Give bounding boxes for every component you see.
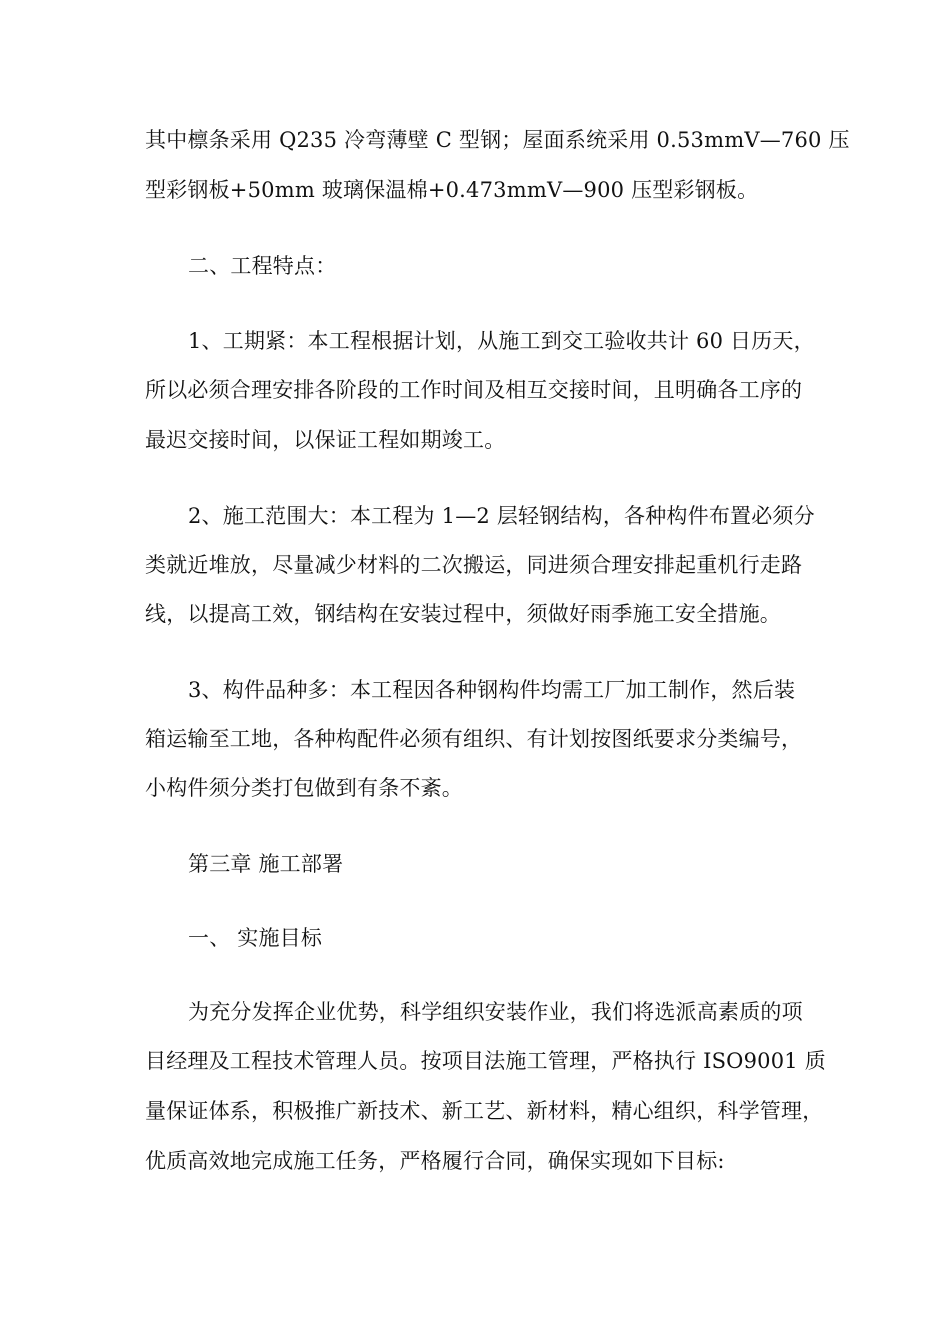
paragraph-line: 其中檩条采用 Q235 冷弯薄壁 C 型钢；屋面系统采用 0.53mmV—760 压 [145,128,850,152]
paragraph-line: 优质高效地完成施工任务，严格履行合同，确保实现如下目标: [145,1149,725,1173]
paragraph-line: 量保证体系，积极推广新技术、新工艺、新材料，精心组织，科学管理， [145,1099,824,1123]
section-heading: 二、工程特点： [188,254,337,278]
paragraph-line: 目经理及工程技术管理人员。按项目法施工管理，严格执行 ISO9001 质 [145,1049,826,1073]
section-title: 一、 实施目标 [188,926,323,950]
paragraph-line: 类就近堆放，尽量减少材料的二次搬运，同进须合理安排起重机行走路 [145,553,803,577]
paragraph-line: 1、工期紧：本工程根据计划，从施工到交工验收共计 60 日历天， [188,329,815,353]
paragraph-line: 3、构件品种多：本工程因各种钢构件均需工厂加工制作，然后装 [188,678,796,702]
paragraph-line: 小构件须分类打包做到有条不紊。 [145,776,463,800]
paragraph-line: 为充分发挥企业优势，科学组织安装作业，我们将选派高素质的项 [188,1000,803,1024]
paragraph-line: 型彩钢板+50mm 玻璃保温棉+0.473mmV—900 压型彩钢板。 [145,178,759,202]
paragraph-line: 箱运输至工地，各种构配件必须有组织、有计划按图纸要求分类编号， [145,727,803,751]
paragraph-line: 最迟交接时间，以保证工程如期竣工。 [145,428,506,452]
chapter-title: 第三章 施工部署 [188,852,344,876]
paragraph-line: 线，以提高工效，钢结构在安装过程中，须做好雨季施工安全措施。 [145,602,781,626]
paragraph-line: 2、施工范围大：本工程为 1—2 层轻钢结构，各种构件布置必须分 [188,504,815,528]
paragraph-line: 所以必须合理安排各阶段的工作时间及相互交接时间，且明确各工序的 [145,378,803,402]
